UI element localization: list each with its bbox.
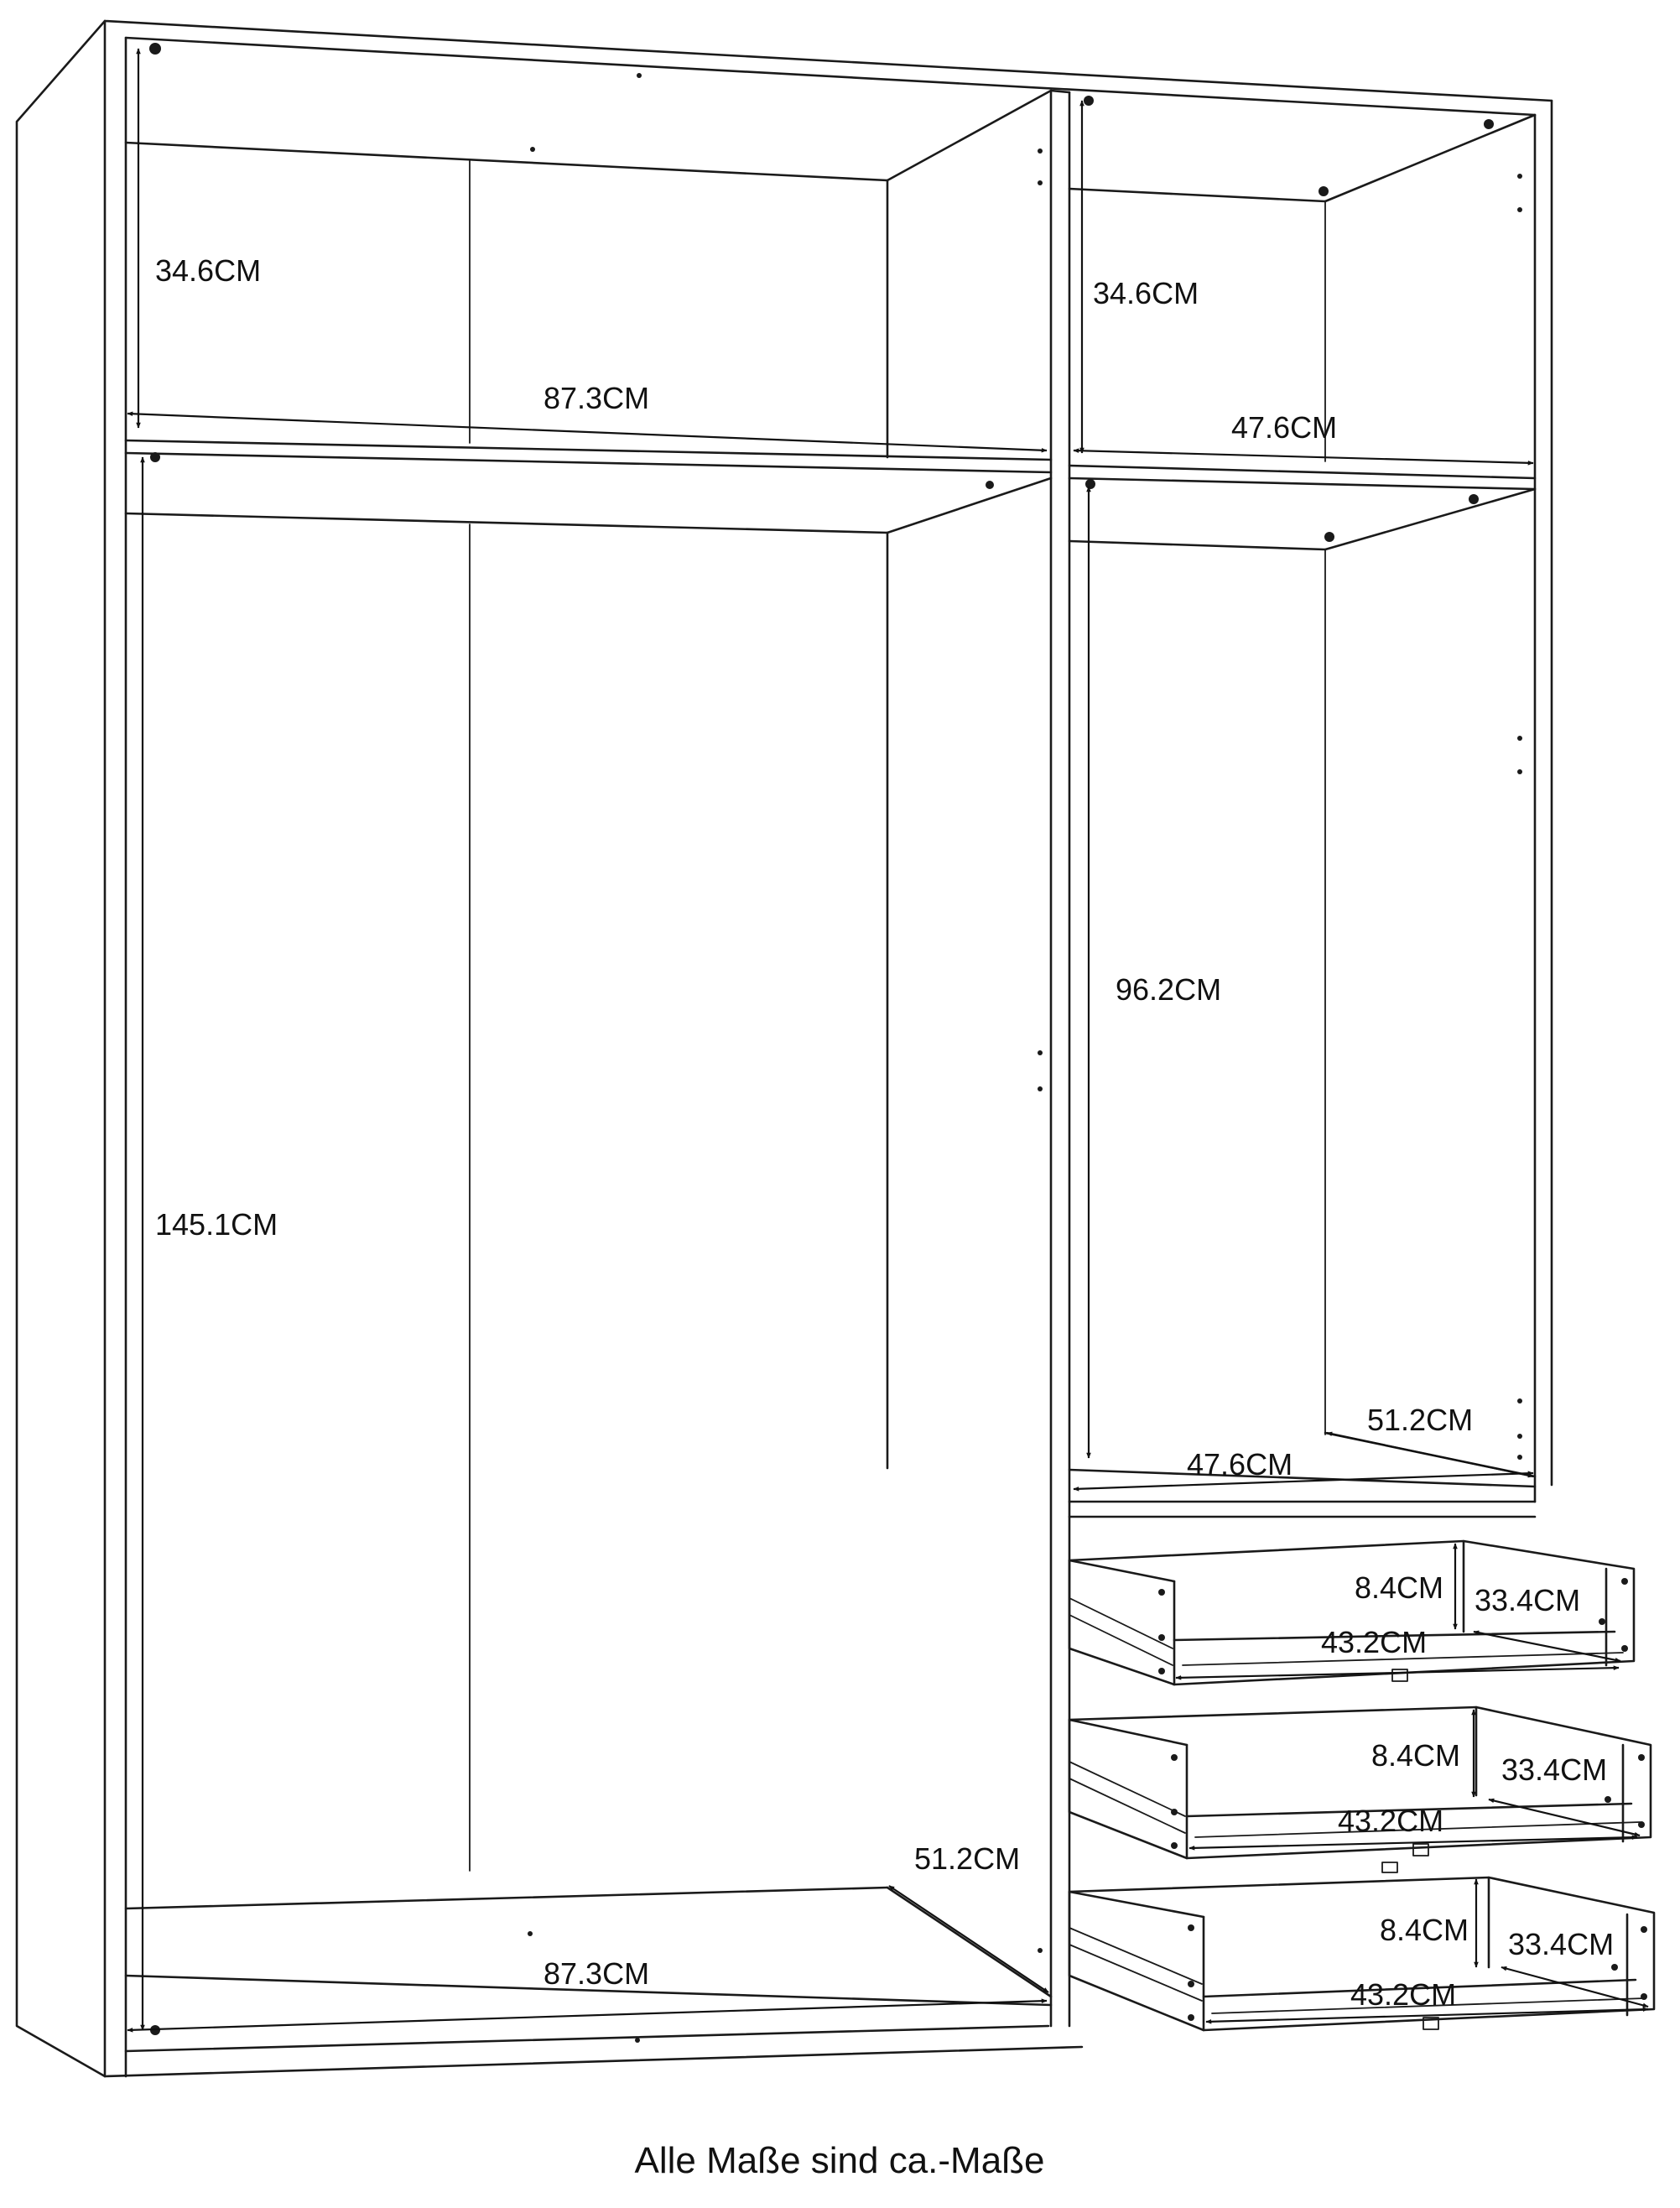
left-bottom-width-label: 87.3CM	[544, 1956, 650, 1991]
right-top-height-label: 34.6CM	[1093, 276, 1199, 310]
right-shelf-width-label: 47.6CM	[1187, 1447, 1293, 1482]
drawer2-depth-label: 33.4CM	[1501, 1752, 1608, 1787]
drawer2-height-label: 8.4CM	[1371, 1738, 1461, 1773]
dimension-labels	[155, 253, 1614, 2012]
left-main-compartment	[126, 452, 1051, 2043]
drawer-2	[1069, 1707, 1651, 1872]
caption: Alle Maße sind ca.-Maße	[634, 2140, 1045, 2181]
drawer3-width-label: 43.2CM	[1350, 1977, 1457, 2012]
left-bottom-depth-label: 51.2CM	[914, 1841, 1021, 1876]
drawer1-height-label: 8.4CM	[1355, 1570, 1444, 1605]
left-top-height-label: 34.6CM	[155, 253, 262, 288]
left-main-height-label: 145.1CM	[155, 1207, 278, 1242]
left-top-width-label: 87.3CM	[544, 381, 650, 415]
right-shelf-depth-label: 51.2CM	[1367, 1403, 1474, 1437]
right-top-width-label: 47.6CM	[1231, 410, 1338, 445]
drawer1-width-label: 43.2CM	[1321, 1625, 1428, 1659]
drawer3-depth-label: 33.4CM	[1508, 1927, 1615, 1961]
wardrobe-carcass	[17, 21, 1552, 2076]
right-main-height-label: 96.2CM	[1116, 972, 1222, 1007]
drawer3-height-label: 8.4CM	[1380, 1913, 1469, 1947]
drawer1-depth-label: 33.4CM	[1475, 1583, 1581, 1617]
drawer2-width-label: 43.2CM	[1338, 1804, 1444, 1838]
